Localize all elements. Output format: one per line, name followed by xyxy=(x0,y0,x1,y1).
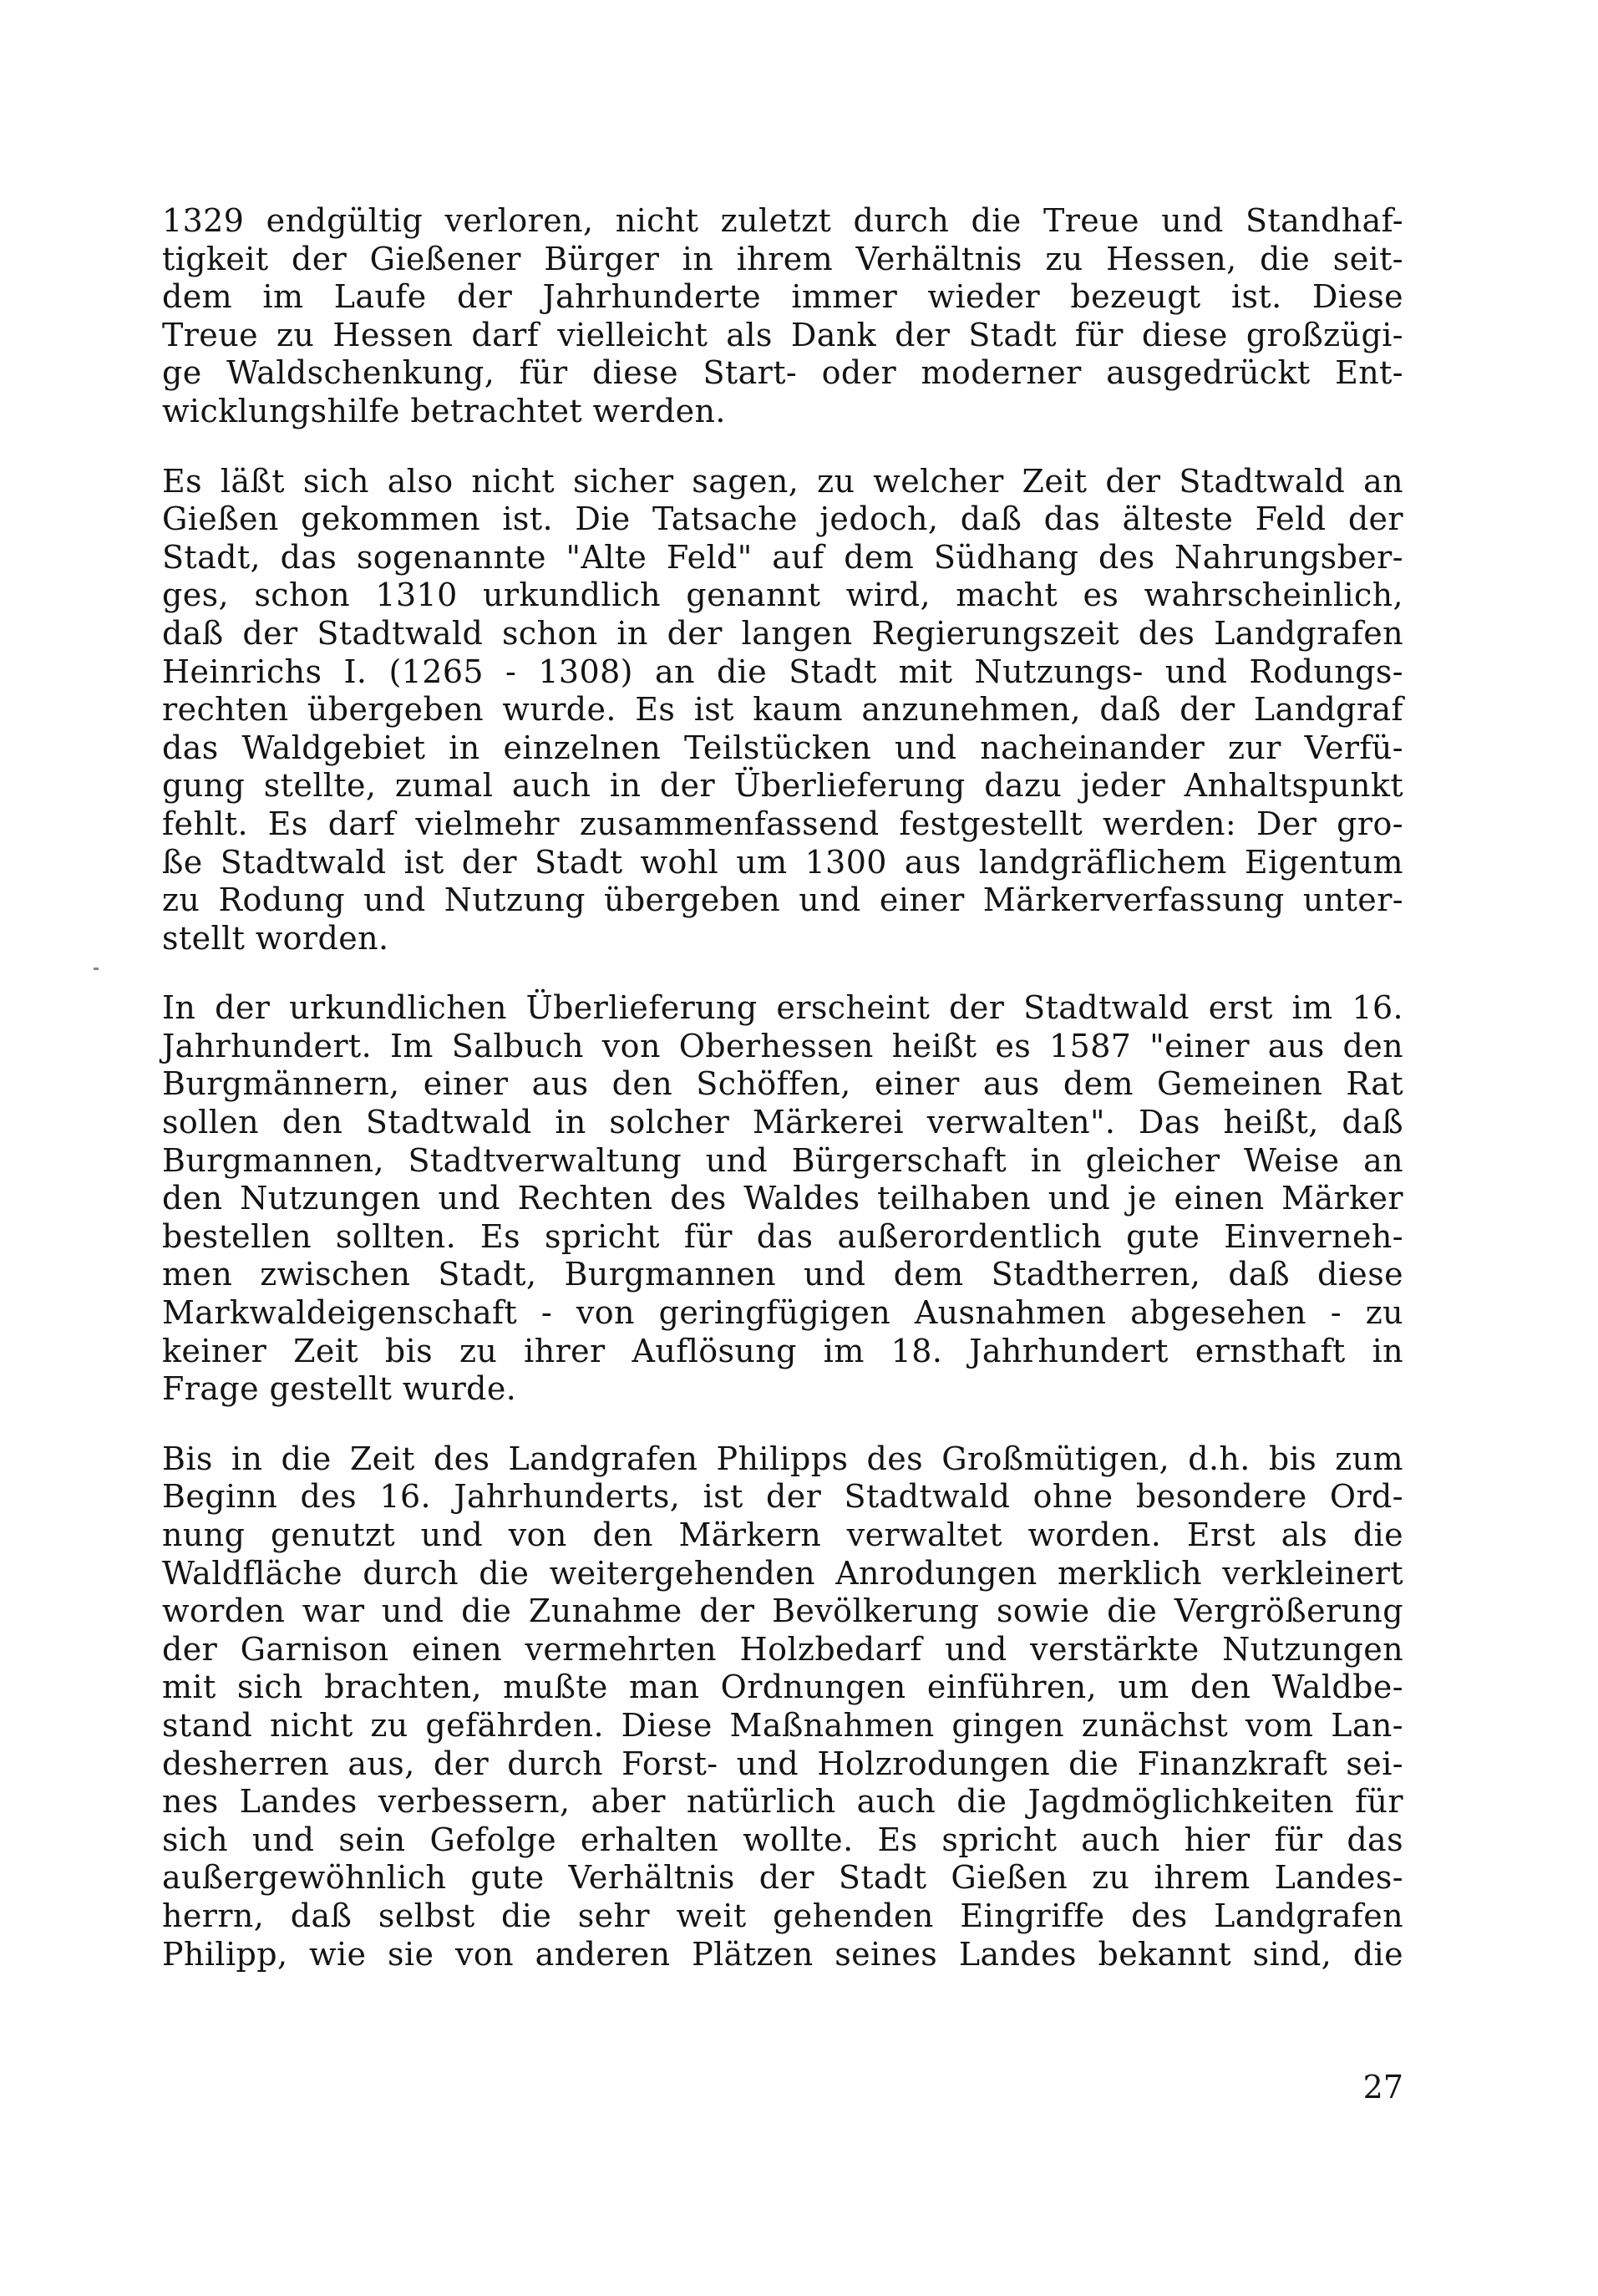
text-line: wicklungshilfe betrachtet werden. xyxy=(162,392,726,429)
text-line: stand nicht zu gefährden. Diese Maßnahmen gingen zunächst vom Lan- xyxy=(162,1706,1403,1744)
text-line: sollen den Stadtwald in solcher Märkerei verwalten". Das heißt, daß xyxy=(162,1104,1403,1141)
text-line: den Nutzungen und Rechten des Waldes teilhaben und je einen Märker xyxy=(162,1180,1403,1217)
text-line: Gießen gekommen ist. Die Tatsache jedoch, daß das älteste Feld der xyxy=(162,500,1403,538)
text-line: men zwischen Stadt, Burgmannen und dem Stadtherren, daß diese xyxy=(162,1256,1403,1293)
text-line: das Waldgebiet in einzelnen Teilstücken und nacheinander zur Verfü- xyxy=(162,729,1403,766)
text-line: desherren aus, der durch Forst- und Holzrodungen die Finanzkraft sei- xyxy=(162,1745,1403,1782)
text-line: bestellen sollten. Es spricht für das außerordentlich gute Einverneh- xyxy=(162,1217,1403,1255)
text-line: In der urkundlichen Überlieferung erscheint der Stadtwald erst im 16. xyxy=(162,989,1403,1027)
page-number: 27 xyxy=(1362,2069,1403,2106)
text-line: der Garnison einen vermehrten Holzbedarf und verstärkte Nutzungen xyxy=(162,1630,1403,1668)
text-line: nes Landes verbessern, aber natürlich auch die Jagdmöglichkeiten für xyxy=(162,1783,1403,1821)
text-line: worden war und die Zunahme der Bevölkerung sowie die Vergrößerung xyxy=(162,1592,1403,1630)
text-line: Beginn des 16. Jahrhunderts, ist der Stadtwald ohne besondere Ord- xyxy=(162,1478,1403,1516)
text-line: Bis in die Zeit des Landgrafen Philipps des Großmütigen, d.h. bis zum xyxy=(162,1440,1403,1477)
paragraph-1 xyxy=(162,202,1403,431)
text-line: sich und sein Gefolge erhalten wollte. Es spricht auch hier für das xyxy=(162,1821,1403,1858)
text-line: ges, schon 1310 urkundlich genannt wird, macht es wahrscheinlich, xyxy=(162,577,1403,614)
text-line: Philipp, wie sie von anderen Plätzen seines Landes bekannt sind, die xyxy=(162,1935,1403,1973)
text-line: herrn, daß selbst die sehr weit gehenden Eingriffe des Landgrafen xyxy=(162,1897,1403,1934)
paragraph-4 xyxy=(162,1440,1403,1973)
text-line: mit sich brachten, mußte man Ordnungen einführen, um den Waldbe- xyxy=(162,1669,1403,1706)
text-line: daß der Stadtwald schon in der langen Regierungszeit des Landgrafen xyxy=(162,614,1403,652)
text-line: stellt worden. xyxy=(162,919,389,957)
text-line: Es läßt sich also nicht sicher sagen, zu welcher Zeit der Stadtwald an xyxy=(162,462,1403,500)
text-line: Waldfläche durch die weitergehenden Anrodungen merklich verkleinert xyxy=(162,1554,1403,1592)
text-line: tigkeit der Gießener Bürger in ihrem Verhältnis zu Hessen, die seit- xyxy=(162,240,1403,277)
text-line: zu Rodung und Nutzung übergeben und einer Märkerverfassung unter- xyxy=(162,881,1403,919)
text-line: dem im Laufe der Jahrhunderte immer wieder bezeugt ist. Diese xyxy=(162,278,1403,316)
body-text xyxy=(162,202,1403,2005)
text-line: Markwaldeigenschaft - von geringfügigen Ausnahmen abgesehen - zu xyxy=(162,1294,1403,1332)
text-line: ße Stadtwald ist der Stadt wohl um 1300 aus landgräflichem Eigentum xyxy=(162,843,1403,881)
text-line: rechten übergeben wurde. Es ist kaum anzunehmen, daß der Landgraf xyxy=(162,691,1403,729)
text-line: gung stellte, zumal auch in der Überlieferung dazu jeder Anhaltspunkt xyxy=(162,767,1403,805)
text-line: Burgmännern, einer aus den Schöffen, einer aus dem Gemeinen Rat xyxy=(162,1065,1403,1103)
text-line: Heinrichs I. (1265 - 1308) an die Stadt mit Nutzungs- und Rodungs- xyxy=(162,653,1403,690)
paragraph-2 xyxy=(162,463,1403,958)
text-line: fehlt. Es darf vielmehr zusammenfassend festgestellt werden: Der gro- xyxy=(162,805,1403,842)
text-line: ge Waldschenkung, für diese Start- oder moderner ausgedrückt Ent- xyxy=(162,354,1403,392)
margin-speck xyxy=(94,968,99,970)
text-line: Jahrhundert. Im Salbuch von Oberhessen heißt es 1587 "einer aus den xyxy=(162,1027,1403,1064)
text-line: Treue zu Hessen darf vielleicht als Dank der Stadt für diese großzügi- xyxy=(162,316,1403,353)
text-line: Burgmannen, Stadtverwaltung und Bürgerschaft in gleicher Weise an xyxy=(162,1141,1403,1179)
text-line: außergewöhnlich gute Verhältnis der Stadt Gießen zu ihrem Landes- xyxy=(162,1859,1403,1897)
text-line: keiner Zeit bis zu ihrer Auflösung im 18. Jahrhundert ernsthaft in xyxy=(162,1332,1403,1369)
paragraph-3 xyxy=(162,989,1403,1409)
text-line: 1329 endgültig verloren, nicht zuletzt durch die Treue und Standhaf- xyxy=(162,202,1403,239)
text-line: Frage gestellt wurde. xyxy=(162,1370,517,1408)
text-line: Stadt, das sogenannte "Alte Feld" auf dem Südhang des Nahrungsber- xyxy=(162,538,1403,576)
text-line: nung genutzt und von den Märkern verwaltet worden. Erst als die xyxy=(162,1516,1403,1553)
